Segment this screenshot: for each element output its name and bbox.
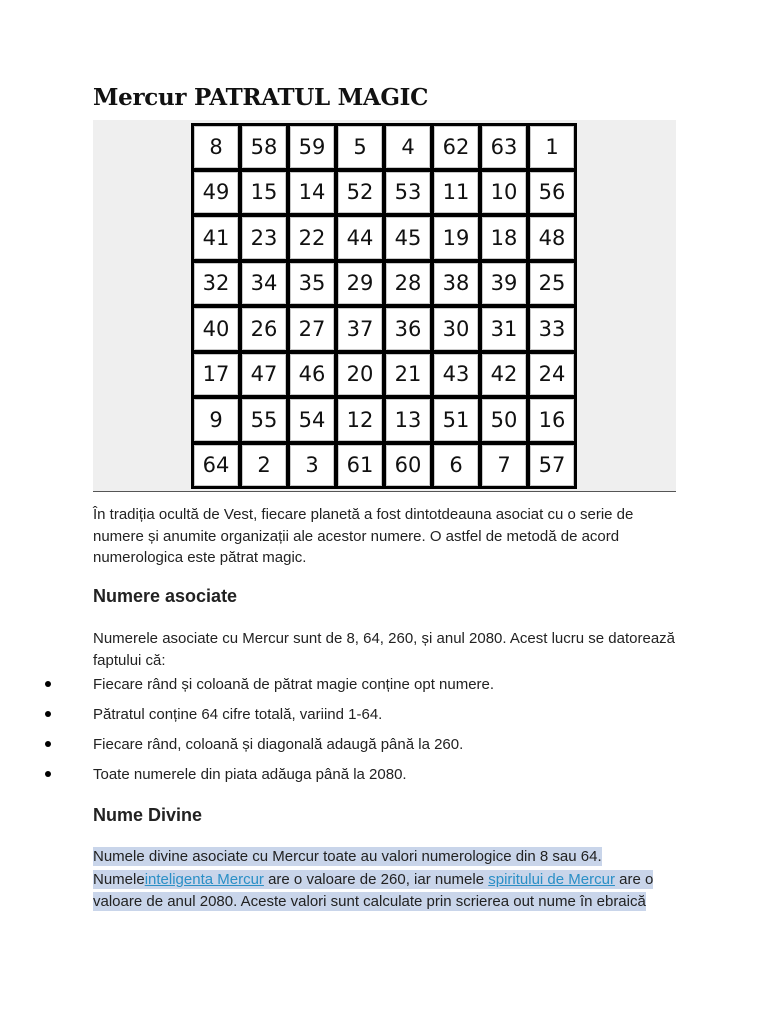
magic-square-figure <box>93 120 676 492</box>
grid-cell: 41 <box>194 217 238 259</box>
grid-cell: 50 <box>482 399 526 441</box>
grid-cell: 25 <box>530 263 574 305</box>
inteligenta-mercur-link[interactable]: inteligenta Mercur <box>144 870 264 888</box>
grid-cell: 10 <box>482 172 526 214</box>
grid-cell: 52 <box>338 172 382 214</box>
bullet-icon <box>45 681 51 687</box>
section-heading-numere-asociate: Numere asociate <box>93 586 238 606</box>
grid-cell: 12 <box>338 399 382 441</box>
bullet-icon <box>45 741 51 747</box>
grid-cell: 27 <box>290 308 334 350</box>
grid-cell: 40 <box>194 308 238 350</box>
grid-cell: 21 <box>386 354 430 396</box>
list-item-text: Pătratul conține 64 cifre totală, variind 1-64. <box>93 706 383 723</box>
grid-cell: 60 <box>386 445 430 487</box>
grid-cell: 5 <box>338 126 382 168</box>
list-item-text: Toate numerele din piata adăuga până la 2080. <box>93 766 407 783</box>
grid-cell: 15 <box>242 172 286 214</box>
grid-cell: 63 <box>482 126 526 168</box>
spiritului-de-mercur-link[interactable]: spiritului de Mercur <box>488 870 615 888</box>
grid-cell: 6 <box>434 445 478 487</box>
grid-cell: 62 <box>434 126 478 168</box>
grid-cell: 1 <box>530 126 574 168</box>
list-item-text: Fiecare rând, coloană și diagonală adaugă până la 260. <box>93 736 464 753</box>
grid-cell: 58 <box>242 126 286 168</box>
grid-cell: 26 <box>242 308 286 350</box>
grid-cell: 17 <box>194 354 238 396</box>
grid-cell: 11 <box>434 172 478 214</box>
grid-cell: 34 <box>242 263 286 305</box>
grid-cell: 45 <box>386 217 430 259</box>
grid-cell: 4 <box>386 126 430 168</box>
intro-paragraph: În tradiția ocultă de Vest, fiecare planetă a fost dintotdeauna asociat cu o serie de numere și anumite organizații ale acestor numere. O astfel de metodă de acord numerologica este pătrat magic. <box>93 506 634 566</box>
grid-cell: 8 <box>194 126 238 168</box>
grid-cell: 64 <box>194 445 238 487</box>
highlighted-text: Numele divine asociate cu Mercur toate au valori numerologice din 8 sau 64. <box>93 848 602 865</box>
highlighted-text: are o valoare de 260, iar numele <box>263 870 489 888</box>
grid-cell: 35 <box>290 263 334 305</box>
grid-cell: 16 <box>530 399 574 441</box>
bullet-list <box>0 674 768 794</box>
grid-cell: 33 <box>530 308 574 350</box>
magic-square-grid <box>191 123 577 489</box>
grid-cell: 44 <box>338 217 382 259</box>
grid-cell: 55 <box>242 399 286 441</box>
highlighted-text: are o <box>614 870 654 888</box>
grid-cell: 20 <box>338 354 382 396</box>
highlighted-text: Numele <box>93 870 145 888</box>
grid-cell: 7 <box>482 445 526 487</box>
grid-cell: 56 <box>530 172 574 214</box>
grid-cell: 23 <box>242 217 286 259</box>
grid-cell: 28 <box>386 263 430 305</box>
list-item <box>0 764 768 794</box>
grid-cell: 32 <box>194 263 238 305</box>
grid-cell: 37 <box>338 308 382 350</box>
grid-cell: 2 <box>242 445 286 487</box>
grid-cell: 38 <box>434 263 478 305</box>
grid-cell: 9 <box>194 399 238 441</box>
grid-cell: 46 <box>290 354 334 396</box>
section-heading-nume-divine: Nume Divine <box>93 805 203 825</box>
bullet-icon <box>45 771 51 777</box>
grid-cell: 59 <box>290 126 334 168</box>
grid-cell: 22 <box>290 217 334 259</box>
list-item <box>0 674 768 704</box>
grid-cell: 36 <box>386 308 430 350</box>
grid-cell: 43 <box>434 354 478 396</box>
grid-cell: 49 <box>194 172 238 214</box>
grid-cell: 54 <box>290 399 334 441</box>
grid-cell: 53 <box>386 172 430 214</box>
bullet-icon <box>45 711 51 717</box>
grid-cell: 57 <box>530 445 574 487</box>
grid-cell: 48 <box>530 217 574 259</box>
nume-divine-paragraph <box>93 846 683 914</box>
grid-cell: 47 <box>242 354 286 396</box>
grid-cell: 42 <box>482 354 526 396</box>
grid-cell: 30 <box>434 308 478 350</box>
list-item <box>0 704 768 734</box>
numere-asociate-paragraph: Numerele asociate cu Mercur sunt de 8, 64, 260, și anul 2080. Acest lucru se datorează faptului că: <box>93 630 675 669</box>
grid-cell: 29 <box>338 263 382 305</box>
grid-cell: 19 <box>434 217 478 259</box>
grid-cell: 51 <box>434 399 478 441</box>
grid-cell: 61 <box>338 445 382 487</box>
list-item <box>0 734 768 764</box>
grid-cell: 14 <box>290 172 334 214</box>
grid-cell: 18 <box>482 217 526 259</box>
highlighted-text: valoare de anul 2080. Aceste valori sunt calculate prin scrierea out nume în ebraică <box>93 893 646 910</box>
grid-cell: 13 <box>386 399 430 441</box>
grid-cell: 3 <box>290 445 334 487</box>
grid-cell: 39 <box>482 263 526 305</box>
list-item-text: Fiecare rând și coloană de pătrat magie conține opt numere. <box>93 676 495 693</box>
grid-cell: 31 <box>482 308 526 350</box>
grid-cell: 24 <box>530 354 574 396</box>
page-title: Mercur PATRATUL MAGIC <box>93 84 429 111</box>
